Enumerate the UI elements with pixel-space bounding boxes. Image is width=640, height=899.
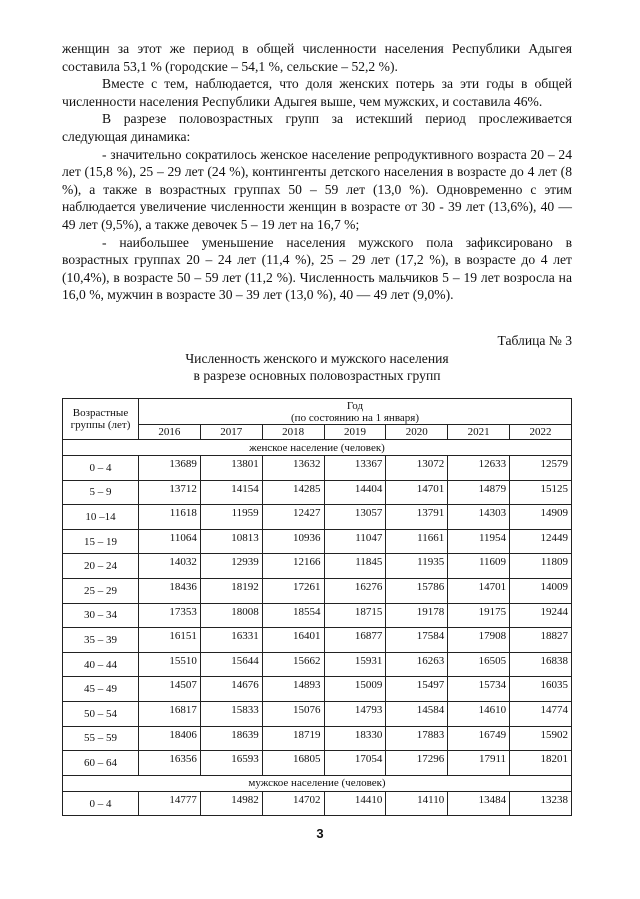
age-group-cell: 15 – 19 — [63, 529, 139, 554]
value-cell: 18827 — [510, 628, 572, 653]
table-row — [63, 791, 572, 816]
value-cell: 18406 — [139, 726, 201, 751]
value-cell: 13057 — [324, 505, 386, 530]
value-cell: 14584 — [386, 701, 448, 726]
value-cell: 14879 — [448, 480, 510, 505]
year-col-header: 2019 — [324, 425, 386, 440]
year-col-header: 2018 — [262, 425, 324, 440]
value-cell: 14893 — [262, 677, 324, 702]
value-cell: 16151 — [139, 628, 201, 653]
table-row — [63, 677, 572, 702]
table-row — [63, 529, 572, 554]
value-cell: 15662 — [262, 652, 324, 677]
age-group-cell: 35 – 39 — [63, 628, 139, 653]
value-cell: 16356 — [139, 751, 201, 776]
value-cell: 16263 — [386, 652, 448, 677]
value-cell: 12166 — [262, 554, 324, 579]
paragraph-female-losses: Вместе с тем, наблюдается, что доля женских потерь за эти годы в общей численности населения Республики Адыгея выше, чем мужских, и составила 46%. — [62, 76, 572, 109]
table-row — [63, 456, 572, 481]
value-cell: 16035 — [510, 677, 572, 702]
age-group-cell: 0 – 4 — [63, 791, 139, 816]
value-cell: 14793 — [324, 701, 386, 726]
value-cell: 16805 — [262, 751, 324, 776]
table-row — [63, 480, 572, 505]
year-col-header: 2017 — [200, 425, 262, 440]
male-section-label: мужское население (человек) — [63, 775, 572, 791]
value-cell: 12449 — [510, 529, 572, 554]
value-cell: 18436 — [139, 578, 201, 603]
paragraph-continuation: женщин за этот же период в общей численности населения Республики Адыгея составила 53,1 % (городские – 54,1 %, сельские – 52,2 %). — [62, 41, 572, 74]
value-cell: 14110 — [386, 791, 448, 816]
value-cell: 11959 — [200, 505, 262, 530]
year-col-header: 2021 — [448, 425, 510, 440]
value-cell: 15510 — [139, 652, 201, 677]
value-cell: 14303 — [448, 505, 510, 530]
value-cell: 13632 — [262, 456, 324, 481]
age-group-cell: 10 –14 — [63, 505, 139, 530]
value-cell: 16877 — [324, 628, 386, 653]
value-cell: 16331 — [200, 628, 262, 653]
population-table — [62, 398, 572, 816]
value-cell: 13072 — [386, 456, 448, 481]
value-cell: 16838 — [510, 652, 572, 677]
value-cell: 13791 — [386, 505, 448, 530]
age-group-cell: 20 – 24 — [63, 554, 139, 579]
value-cell: 17296 — [386, 751, 448, 776]
paragraph-female-dynamics: - значительно сократилось женское население репродуктивного возраста 20 – 24 лет (15,8 %), 25 – 29 лет (24 %), контингенты детского населения в возрасте до 4 лет (8 %), а также в возрастных группах 50 – 59 лет (13,0 %). Одновременно с этим наблюдается увеличение численности женщин в возрасте от 30 - 39 лет (13,6%), 40 — 49 лет (9,5%), а также девочек 5 – 19 лет на 16,7 %; — [62, 146, 572, 232]
year-header-label: Год — [346, 399, 364, 412]
age-group-cell: 5 – 9 — [63, 480, 139, 505]
age-group-cell: 40 – 44 — [63, 652, 139, 677]
value-cell: 15644 — [200, 652, 262, 677]
value-cell: 14009 — [510, 578, 572, 603]
table-row — [63, 751, 572, 776]
table-row — [63, 628, 572, 653]
age-group-cell: 55 – 59 — [63, 726, 139, 751]
value-cell: 13238 — [510, 791, 572, 816]
value-cell: 15076 — [262, 701, 324, 726]
value-cell: 13712 — [139, 480, 201, 505]
value-cell: 16401 — [262, 628, 324, 653]
age-group-cell: 50 – 54 — [63, 701, 139, 726]
value-cell: 16276 — [324, 578, 386, 603]
value-cell: 11064 — [139, 529, 201, 554]
value-cell: 14676 — [200, 677, 262, 702]
value-cell: 12579 — [510, 456, 572, 481]
age-group-cell: 45 – 49 — [63, 677, 139, 702]
table-row — [63, 726, 572, 751]
value-cell: 17883 — [386, 726, 448, 751]
body-text — [62, 40, 572, 304]
paragraph-dynamics-intro: В разрезе половозрастных групп за истекший период прослеживается следующая динамика: — [62, 111, 572, 144]
female-section-label: женское население (человек) — [63, 440, 572, 456]
value-cell: 14404 — [324, 480, 386, 505]
value-cell: 16593 — [200, 751, 262, 776]
value-cell: 17054 — [324, 751, 386, 776]
value-cell: 13484 — [448, 791, 510, 816]
value-cell: 12633 — [448, 456, 510, 481]
year-col-header: 2020 — [386, 425, 448, 440]
value-cell: 14702 — [262, 791, 324, 816]
value-cell: 18192 — [200, 578, 262, 603]
value-cell: 18201 — [510, 751, 572, 776]
paragraph-male-dynamics: - наибольшее уменьшение населения мужского пола зафиксировано в возрастных группах 20 – 24 лет (11,4 %), 25 – 29 лет (17,2 %), в возрасте до 4 лет (10,4%), в возрасте 50 – 59 лет (11,2 %). Численность мальчиков 5 – 19 лет возросла на 16,0 %, мужчин в возрасте 30 – 39 лет (13,0 %), 40 — 49 лет (9,0%). — [62, 234, 572, 303]
value-cell: 11809 — [510, 554, 572, 579]
table-row — [63, 578, 572, 603]
value-cell: 15497 — [386, 677, 448, 702]
value-cell: 15833 — [200, 701, 262, 726]
value-cell: 15902 — [510, 726, 572, 751]
value-cell: 11047 — [324, 529, 386, 554]
table-title-line-2: в разрезе основных половозрастных групп — [193, 368, 441, 383]
value-cell: 17911 — [448, 751, 510, 776]
value-cell: 13367 — [324, 456, 386, 481]
value-cell: 16749 — [448, 726, 510, 751]
page-number: 3 — [316, 826, 324, 841]
value-cell: 18008 — [200, 603, 262, 628]
age-group-cell: 0 – 4 — [63, 456, 139, 481]
value-cell: 18639 — [200, 726, 262, 751]
value-cell: 15786 — [386, 578, 448, 603]
value-cell: 14982 — [200, 791, 262, 816]
value-cell: 16817 — [139, 701, 201, 726]
value-cell: 17584 — [386, 628, 448, 653]
value-cell: 14774 — [510, 701, 572, 726]
value-cell: 12939 — [200, 554, 262, 579]
value-cell: 14777 — [139, 791, 201, 816]
value-cell: 17908 — [448, 628, 510, 653]
value-cell: 11954 — [448, 529, 510, 554]
value-cell: 14032 — [139, 554, 201, 579]
value-cell: 14701 — [448, 578, 510, 603]
table-row — [63, 603, 572, 628]
value-cell: 15931 — [324, 652, 386, 677]
value-cell: 14154 — [200, 480, 262, 505]
table-title-line-1: Численность женского и мужского населения — [185, 351, 449, 366]
age-group-header: Возрастные группы (лет) — [63, 399, 139, 440]
value-cell: 10813 — [200, 529, 262, 554]
year-header — [139, 399, 572, 425]
year-col-header: 2016 — [139, 425, 201, 440]
value-cell: 18330 — [324, 726, 386, 751]
age-group-cell: 25 – 29 — [63, 578, 139, 603]
value-cell: 13801 — [200, 456, 262, 481]
value-cell: 19178 — [386, 603, 448, 628]
table-row — [63, 652, 572, 677]
table-row — [63, 701, 572, 726]
value-cell: 11618 — [139, 505, 201, 530]
value-cell: 17261 — [262, 578, 324, 603]
value-cell: 14285 — [262, 480, 324, 505]
year-col-header: 2022 — [510, 425, 572, 440]
table-row — [63, 505, 572, 530]
table-row — [63, 554, 572, 579]
age-group-cell: 60 – 64 — [63, 751, 139, 776]
value-cell: 11661 — [386, 529, 448, 554]
value-cell: 15734 — [448, 677, 510, 702]
value-cell: 14701 — [386, 480, 448, 505]
value-cell: 14610 — [448, 701, 510, 726]
value-cell: 11935 — [386, 554, 448, 579]
value-cell: 10936 — [262, 529, 324, 554]
value-cell: 18554 — [262, 603, 324, 628]
value-cell: 15125 — [510, 480, 572, 505]
value-cell: 16505 — [448, 652, 510, 677]
value-cell: 17353 — [139, 603, 201, 628]
age-group-cell: 30 – 34 — [63, 603, 139, 628]
table-title — [62, 350, 572, 384]
value-cell: 18719 — [262, 726, 324, 751]
year-header-sub: (по состоянию на 1 января) — [291, 411, 419, 424]
value-cell: 11845 — [324, 554, 386, 579]
value-cell: 19244 — [510, 603, 572, 628]
table-number: Таблица № 3 — [497, 333, 572, 348]
value-cell: 14410 — [324, 791, 386, 816]
value-cell: 19175 — [448, 603, 510, 628]
value-cell: 12427 — [262, 505, 324, 530]
years-row — [63, 425, 572, 440]
value-cell: 13689 — [139, 456, 201, 481]
value-cell: 14909 — [510, 505, 572, 530]
value-cell: 15009 — [324, 677, 386, 702]
value-cell: 14507 — [139, 677, 201, 702]
value-cell: 11609 — [448, 554, 510, 579]
value-cell: 18715 — [324, 603, 386, 628]
